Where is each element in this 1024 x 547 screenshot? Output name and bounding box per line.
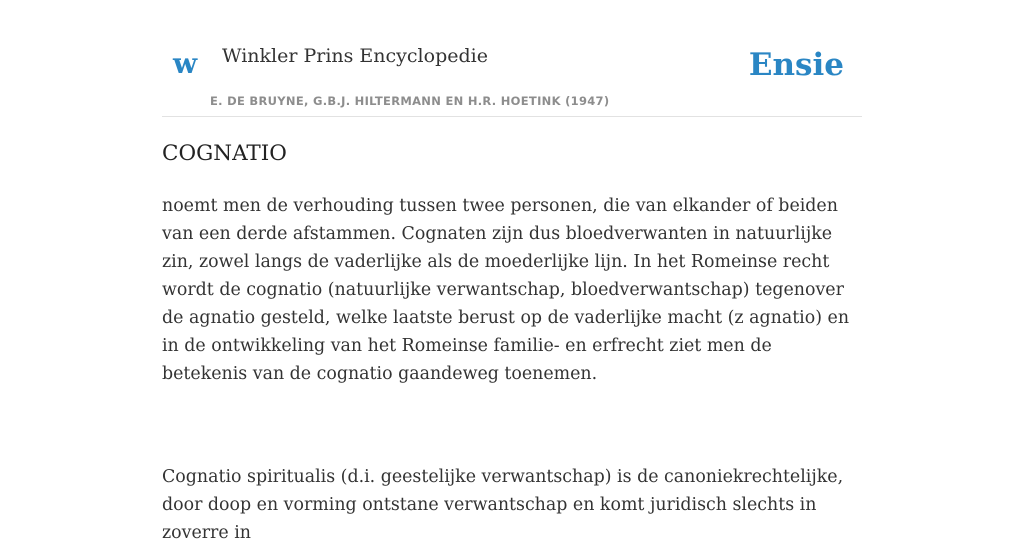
article-title: COGNATIO <box>162 141 287 166</box>
ensie-brand-logo[interactable]: Ensie <box>748 47 844 83</box>
encyclopedia-header <box>162 0 862 117</box>
winkler-prins-logo[interactable]: w <box>173 47 198 80</box>
publication-authors: E. DE BRUYNE, G.B.J. HILTERMANN EN H.R. HOETINK (1947) <box>210 94 610 108</box>
article-paragraph: noemt men de verhouding tussen twee personen, die van elkander of beiden van een derde afstammen. Cognaten zijn dus bloedverwanten in natuurlijke zin, zowel langs de vaderlijke als de moederlijke lijn. In het Romeinse recht wordt de cognatio (natuurlijke verwantschap, bloedverwantschap) tegenover de agnatio gesteld, welke laatste berust op de vaderlijke macht (z agnatio) en in de ontwikkeling van het Romeinse familie- en erfrecht ziet men de betekenis van de cognatio gaandeweg toenemen. <box>162 196 850 384</box>
article-paragraph: Cognatio spiritualis (d.i. geestelijke verwantschap) is de canoniekrechtelijke, door doop en vorming ontstane verwantschap en komt juridisch slechts in zoverre in <box>162 467 844 543</box>
publication-title[interactable]: Winkler Prins Encyclopedie <box>222 45 488 67</box>
